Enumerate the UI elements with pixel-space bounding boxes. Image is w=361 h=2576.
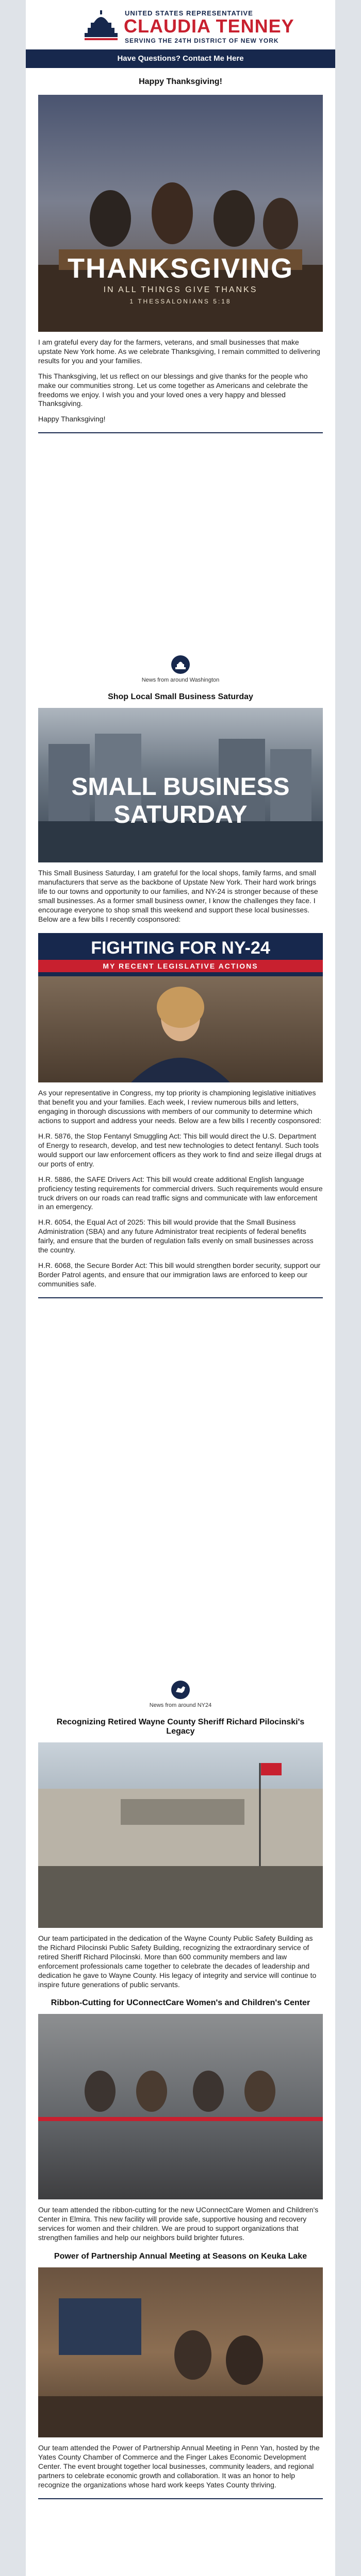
partner-para: Our team attended the Power of Partnership Annual Meeting in Penn Yan, hosted by the Yates County Chamber of Commerce and the Finger Lakes Economic Development Center. The event brought together local businesses, community leaders, and regional partners to celebrate economic growth and collaboration. It was an honor to help recognize the organizations whose hard work keeps Yates County thriving. (38, 2444, 320, 2489)
bill-1: H.R. 5876, the Stop Fentanyl Smuggling Act: This bill would direct the U.S. Department of Energy to research, develop, and test new technologies to detect fentanyl. Such tools would support our law enforcement officers as they work to find and seize illegal drugs at our ports of entry. (38, 1132, 322, 1168)
bill-2: H.R. 5886, the SAFE Drivers Act: This bill would create additional English language proficiency testing requirements for commercial drivers. Such requirements would ensure truck drivers on our roads can read traffic signs and communicate with law enforcement in an emergency. (38, 1175, 323, 1211)
divider (38, 432, 323, 433)
contact-button[interactable]: Have Questions? Contact Me Here (26, 49, 335, 68)
ribbon-cutting-image (38, 2014, 323, 2199)
plocinski-image (38, 1742, 323, 1928)
capitol-icon (171, 655, 190, 674)
sbs-heading: Shop Local Small Business Saturday (108, 692, 253, 701)
small-business-saturday-image (38, 708, 323, 862)
hero-title: THANKSGIVING (67, 253, 294, 284)
thanksgiving-para-2: This Thanksgiving, let us reflect on our blessings and give thanks for the people who make our communities strong. Let us come together as Americans and celebrate the freedoms we enjoy. I wish you and your loved ones a very happy and blessed Thanksgiving. (38, 371, 308, 408)
masthead (26, 0, 335, 49)
bill-4: H.R. 6068, the Secure Border Act: This bill would strengthen border security, support our Border Patrol agents, and ensure that our immigration laws are enforced to keep our communities safe. (38, 1261, 321, 1288)
partnership-image (38, 2267, 323, 2437)
ribbon-heading: Ribbon-Cutting for UConnectCare Women's and Children's Center (51, 1998, 310, 2008)
fighting-para: As your representative in Congress, my top priority is championing legislative initiatives that benefit you and your families. Each week, I review numerous bills and letters, engaging in thorough discussions with members of our community to determine which actions to support and address your needs. Below are a few bills I recently cosponsored: (38, 1089, 321, 1125)
thanksgiving-section (26, 68, 335, 433)
thanksgiving-para-1: I am grateful every day for the farmers, veterans, and small businesses that make upstate New York home. As we celebrate Thanksgiving, I remain committed to delivering results for you and your families. (38, 338, 320, 365)
capitol-logo (84, 9, 119, 41)
fighting-title: FIGHTING FOR NY-24 (91, 938, 270, 958)
sbs-para: This Small Business Saturday, I am grateful for the local shops, family farms, and small manufacturers that serve as the backbone of Upstate New York. Their hard work brings life to our towns and opportunity to our families, and NY-24 is stronger because of these small businesses. As a former small business owner, I know the challenges they face. I encourage everyone to shop small this weekend and support these local businesses. Below are a few bills I recently cosponsored: (38, 869, 318, 923)
hero-verse: 1 THESSALONIANS 5:18 (129, 298, 232, 305)
hero-sub: IN ALL THINGS GIVE THANKS (103, 285, 258, 294)
ny24-label: News from around NY24 (149, 1702, 212, 1708)
washington-label: News from around Washington (141, 677, 220, 683)
plocinski-heading: Recognizing Retired Wayne County Sheriff Richard Pilocinski's Legacy (56, 1718, 305, 1736)
ny-state-icon (171, 1681, 190, 1699)
thanksgiving-hero-image (38, 95, 323, 332)
divider (38, 1297, 323, 1298)
sbs-title-2: SATURDAY (113, 801, 248, 828)
bill-3: H.R. 6054, the Equal Act of 2025: This bill would provide that the Small Business Administration (SBA) and any future Administrator treat recipients of federal benefits fairly, and ensure that the burden of regulation falls evenly on small businesses across the country. (38, 1218, 314, 1255)
ny24-section (26, 1664, 335, 2499)
thanksgiving-sign: Happy Thanksgiving! (38, 415, 106, 423)
divider (38, 2498, 323, 2499)
ribbon-para: Our team attended the ribbon-cutting for the new UConnectCare Women and Children's Center in Elmira. This new facility will provide safe, supportive housing and recovery services for women and their children. We are proud to support organizations that strengthen families and help our neighbors build brighter futures. (38, 2206, 319, 2242)
header-line3: SERVING THE 24TH DISTRICT OF NEW YORK (125, 37, 279, 44)
header-line1: UNITED STATES REPRESENTATIVE (125, 9, 253, 17)
header-name: CLAUDIA TENNEY (124, 15, 294, 37)
fighting-sub: MY RECENT LEGISLATIVE ACTIONS (38, 960, 323, 972)
thanksgiving-heading: Happy Thanksgiving! (139, 77, 222, 86)
partner-heading: Power of Partnership Annual Meeting at Seasons on Keuka Lake (54, 2252, 307, 2261)
fighting-ny24-image (38, 933, 323, 1082)
washington-section (26, 639, 335, 1298)
newsletter (26, 0, 335, 2576)
sbs-title-1: SMALL BUSINESS (71, 773, 290, 801)
plocinski-para: Our team participated in the dedication of the Wayne County Public Safety Building as the Richard Pilocinski Public Safety Building, recognizing the extraordinary service of retired Sheriff Richard Pilocinski. More than 600 community members and law enforcement professionals came together to celebrate the decades of leadership and dedication he gave to Wayne County. His legacy of integrity and service will continue to inspire future generations of public servants. (38, 1934, 317, 1989)
